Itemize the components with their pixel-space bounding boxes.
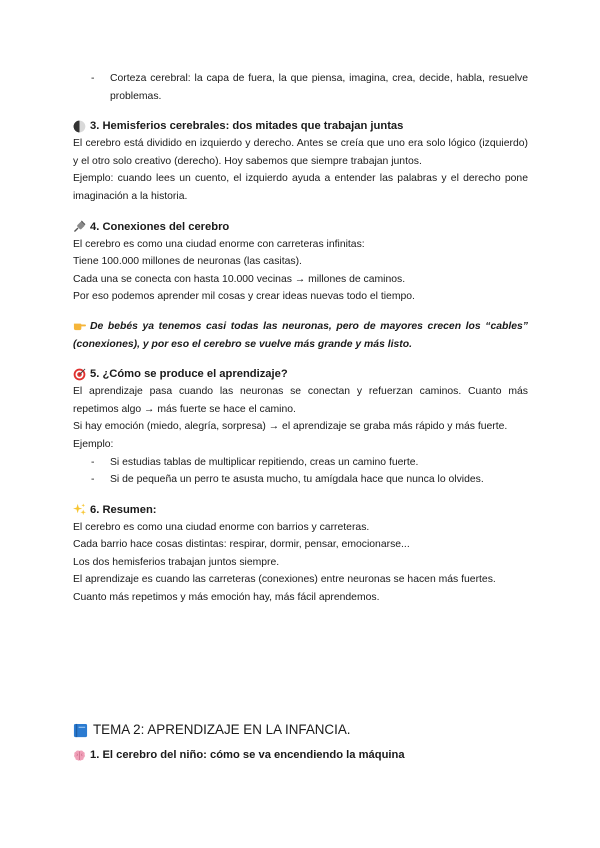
section-3-paragraph-2: Ejemplo: cuando lees un cuento, el izquierdo ayuda a entender las palabras y el derecho pone imaginación a la historia.: [73, 173, 528, 202]
section-5-paragraph-2: Si hay emoción (miedo, alegría, sorpresa) → el aprendizaje se graba más rápido y más fuerte.: [73, 421, 508, 433]
section-6-heading: [73, 501, 528, 519]
pointing-hand-icon: [73, 318, 86, 331]
section-6-line: Los dos hemisferios trabajan juntos siempre.: [73, 556, 280, 568]
section-6-line: Cuanto más repetimos y más emoción hay, más fácil aprendemos.: [73, 592, 380, 604]
section-4-line: El cerebro es como una ciudad enorme con carreteras infinitas:: [73, 238, 365, 250]
section-6-line: Cada barrio hace cosas distintas: respirar, dormir, pensar, emocionarse...: [73, 539, 410, 551]
list-item-text: Si estudias tablas de multiplicar repitiendo, creas un camino fuerte.: [110, 456, 419, 468]
tema-2-title: TEMA 2: APRENDIZAJE EN LA INFANCIA.: [93, 722, 351, 737]
section-4-line: Tiene 100.000 millones de neuronas (las casitas).: [73, 256, 302, 268]
section-5-paragraph-1: El aprendizaje pasa cuando las neuronas se conectan y refuerzan caminos. Cuanto más repetimos algo → más fuerte se hace el camino.: [73, 386, 528, 415]
section-3-heading: [73, 117, 528, 135]
section-4-heading: [73, 218, 528, 236]
section-5-heading: [73, 365, 528, 383]
tema-2-heading: [73, 720, 528, 740]
tema-2-subtitle: 1. El cerebro del niño: cómo se va encendiendo la máquina: [90, 749, 405, 761]
section-6-line: El aprendizaje es cuando las carreteras (conexiones) entre neuronas se hacen más fuertes.: [73, 574, 496, 586]
bullet-dash: -: [91, 73, 95, 84]
sparkles-icon: [73, 503, 86, 516]
target-icon: [73, 368, 86, 381]
section-6-title: 6. Resumen:: [90, 503, 157, 516]
section-6-line: El cerebro es como una ciudad enorme con barrios y carreteras.: [73, 521, 370, 533]
bullet-text: Corteza cerebral: la capa de fuera, la que piensa, imagina, crea, decide, habla, resuelve problemas.: [110, 73, 528, 102]
plug-icon: [73, 220, 86, 233]
list-item-text: Si de pequeña un perro te asusta mucho, tu amígdala hace que nunca lo olvides.: [110, 474, 484, 486]
bullet-corteza: [73, 70, 528, 105]
list-item: - Si de pequeña un perro te asusta mucho, tu amígdala hace que nunca lo olvides.: [73, 471, 528, 489]
brain-icon: [73, 749, 86, 762]
blue-book-icon: [73, 723, 88, 738]
note-paragraph: [73, 318, 528, 353]
document-content: [73, 70, 528, 607]
section-3-paragraph-1: El cerebro está dividido en izquierdo y derecho. Antes se creía que uno era solo lógico (izquierdo) y el otro solo creativo (derecho). Hoy sabemos que siempre trabajan juntos.: [73, 138, 528, 167]
list-item: - Si estudias tablas de multiplicar repitiendo, creas un camino fuerte.: [73, 454, 528, 472]
section-4-line: Por eso podemos aprender mil cosas y crear ideas nuevas todo el tiempo.: [73, 291, 415, 303]
section-5-example-label: Ejemplo:: [73, 438, 114, 450]
tema-2-block: [73, 720, 528, 764]
section-3-title: 3. Hemisferios cerebrales: dos mitades que trabajan juntas: [90, 120, 404, 133]
note-text: De bebés ya tenemos casi todas las neuronas, pero de mayores crecen los “cables” (conexiones), y por eso el cerebro se vuelve más grande y más listo.: [73, 320, 528, 350]
section-5-title: 5. ¿Cómo se produce el aprendizaje?: [90, 368, 288, 381]
half-moon-icon: [73, 120, 86, 133]
tema-2-subheading: [73, 746, 528, 764]
section-4-title: 4. Conexiones del cerebro: [90, 220, 230, 233]
section-4-line: Cada una se conecta con hasta 10.000 vecinas → millones de caminos.: [73, 273, 406, 285]
